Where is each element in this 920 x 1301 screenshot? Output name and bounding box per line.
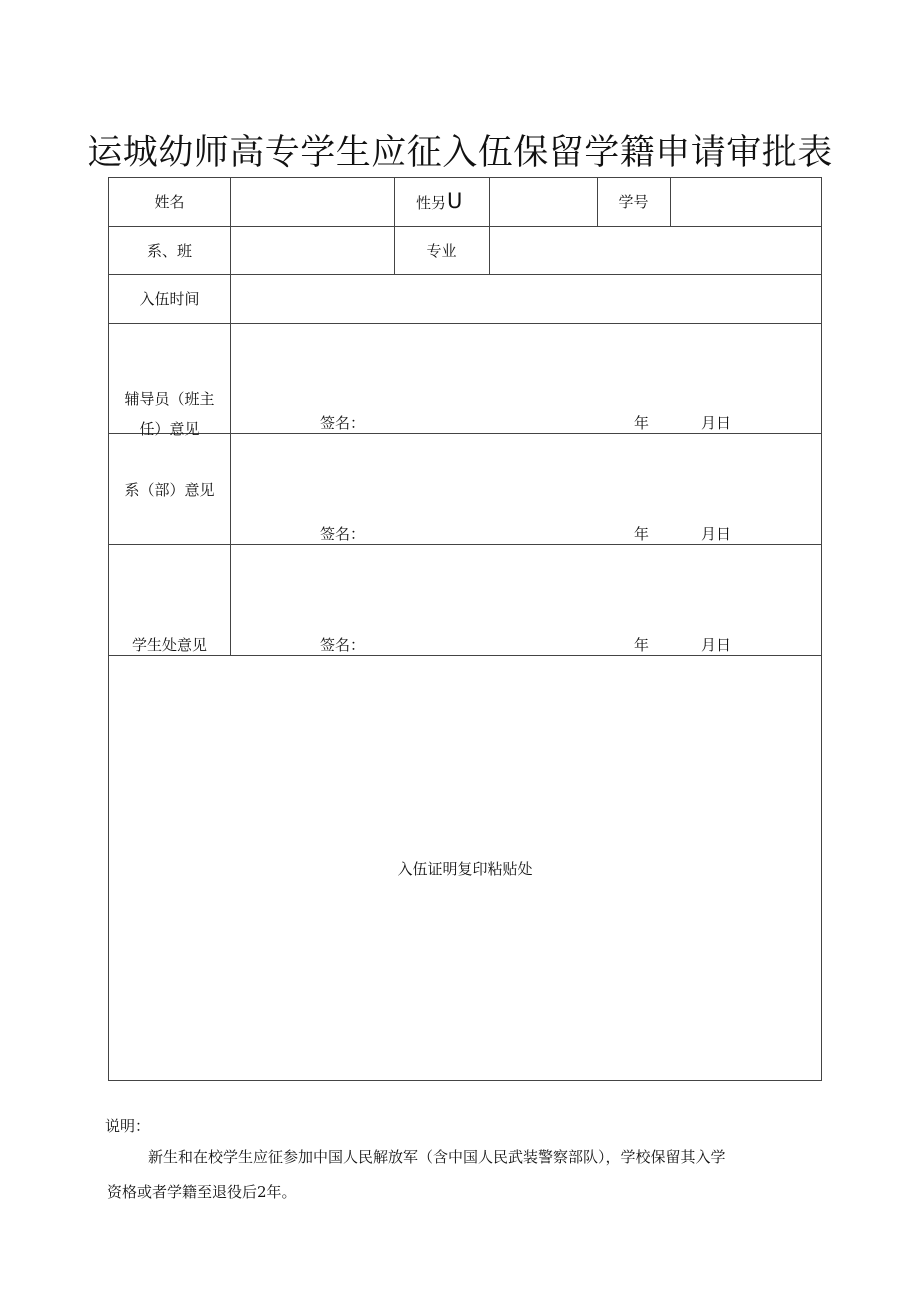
notes-heading: 说明： xyxy=(105,1117,151,1135)
enlist-time-field[interactable] xyxy=(231,275,820,322)
student-office-month-day-label: 月日 xyxy=(701,636,732,654)
approval-form-table xyxy=(108,177,822,1081)
student-office-opinion-field[interactable] xyxy=(231,545,820,630)
department-year-label: 年 xyxy=(634,525,650,543)
certificate-paste-label: 入伍证明复印粘贴处 xyxy=(397,860,533,878)
counselor-label-line2: 任）意见 xyxy=(139,420,200,438)
counselor-signature-label: 签名： xyxy=(320,414,366,432)
counselor-opinion-field[interactable] xyxy=(231,324,820,409)
form-title: 运城幼师高专学生应征入伍保留学籍申请审批表 xyxy=(87,133,833,173)
student-id-label: 学号 xyxy=(618,193,649,211)
enlist-time-label: 入伍时间 xyxy=(139,290,200,308)
major-field[interactable] xyxy=(490,227,820,273)
gender-label-text: 性另 xyxy=(416,194,447,212)
major-label: 专业 xyxy=(426,242,457,260)
department-month-day-label: 月日 xyxy=(701,525,732,543)
gender-label xyxy=(416,189,463,213)
student-id-field[interactable] xyxy=(671,179,820,225)
gender-mark: U xyxy=(447,189,463,213)
counselor-year-label: 年 xyxy=(634,414,650,432)
notes-line-2: 资格或者学籍至退役后2年。 xyxy=(107,1183,297,1201)
notes-line-1: 新生和在校学生应征参加中国人民解放军（含中国人民武装警察部队），学校保留其入学 xyxy=(148,1148,726,1166)
student-office-signature-label: 签名： xyxy=(320,636,366,654)
counselor-label-line1: 辅导员（班主 xyxy=(124,390,215,408)
department-opinion-field[interactable] xyxy=(231,434,820,519)
class-field[interactable] xyxy=(231,227,393,273)
class-label: 系、班 xyxy=(146,242,192,260)
name-field[interactable] xyxy=(231,179,393,225)
student-office-opinion-label: 学生处意见 xyxy=(131,636,207,654)
counselor-month-day-label: 月日 xyxy=(701,414,732,432)
department-signature-label: 签名： xyxy=(320,525,366,543)
name-label: 姓名 xyxy=(154,193,185,211)
department-opinion-label: 系（部）意见 xyxy=(124,481,215,499)
counselor-opinion-label xyxy=(109,384,230,444)
student-office-year-label: 年 xyxy=(634,636,650,654)
gender-field[interactable] xyxy=(490,179,596,225)
